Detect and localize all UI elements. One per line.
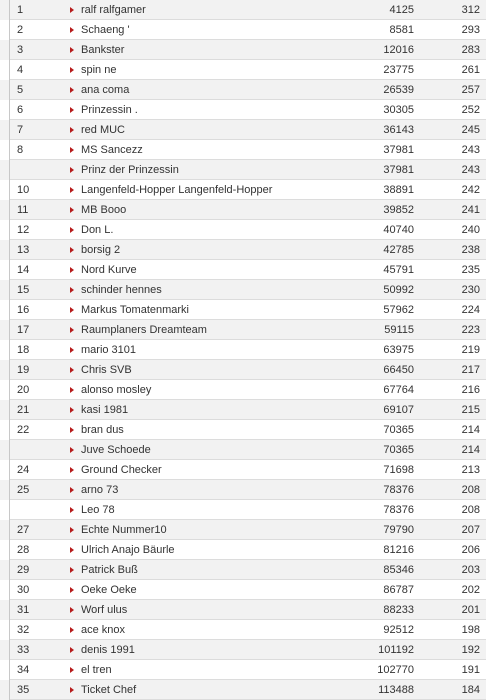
rank-cell: 33: [17, 644, 30, 656]
points-cell: 42785: [383, 244, 414, 256]
triangle-right-icon: [70, 607, 74, 613]
table-row: [0, 20, 486, 40]
triangle-right-icon: [70, 687, 74, 693]
score-cell: 252: [461, 104, 480, 116]
rank-cell: 14: [17, 264, 30, 276]
score-cell: 241: [461, 204, 480, 216]
points-cell: 81216: [383, 544, 414, 556]
score-cell: 293: [461, 24, 480, 36]
row-left-border: [9, 460, 10, 480]
rank-cell: 27: [17, 524, 30, 536]
rank-cell: 11: [17, 204, 29, 216]
player-name-link[interactable]: bran dus: [81, 424, 124, 436]
score-cell: 230: [461, 284, 480, 296]
rank-cell: 12: [17, 224, 30, 236]
points-cell: 36143: [383, 124, 414, 136]
triangle-right-icon: [70, 467, 74, 473]
player-name-link[interactable]: Bankster: [81, 44, 125, 56]
table-row: [0, 100, 486, 120]
row-left-border: [9, 420, 10, 440]
triangle-right-icon: [70, 67, 74, 73]
table-row: [0, 560, 486, 580]
row-left-border: [9, 680, 10, 700]
points-cell: 70365: [383, 424, 414, 436]
row-left-border: [9, 320, 10, 340]
table-row: [0, 80, 486, 100]
score-cell: 184: [461, 684, 480, 696]
row-left-border: [9, 100, 10, 120]
points-cell: 86787: [383, 584, 414, 596]
rank-cell: 13: [17, 244, 30, 256]
score-cell: 216: [461, 384, 480, 396]
rank-cell: 16: [17, 304, 30, 316]
table-row: [0, 0, 486, 20]
player-name-link[interactable]: ace knox: [81, 624, 126, 636]
table-row: [0, 660, 486, 680]
triangle-right-icon: [70, 447, 74, 453]
row-left-border: [9, 360, 10, 380]
table-row: [0, 240, 486, 260]
player-name-link[interactable]: Nord Kurve: [81, 264, 137, 276]
triangle-right-icon: [70, 7, 74, 13]
points-cell: 113488: [378, 684, 414, 696]
table-row: [0, 120, 486, 140]
triangle-right-icon: [70, 147, 74, 153]
player-name-link[interactable]: red MUC: [81, 124, 126, 136]
row-left-border: [9, 160, 10, 180]
rank-cell: 1: [17, 4, 24, 16]
points-cell: 102770: [377, 664, 414, 676]
triangle-right-icon: [70, 187, 74, 193]
player-name-link[interactable]: kasi 1981: [81, 404, 129, 416]
table-row: [0, 60, 486, 80]
score-cell: 207: [461, 524, 480, 536]
table-row: [0, 620, 486, 640]
score-cell: 202: [461, 584, 480, 596]
score-cell: 206: [461, 544, 480, 556]
player-name-link[interactable]: spin ne: [81, 64, 117, 76]
points-cell: 92512: [383, 624, 414, 636]
player-name-link[interactable]: borsig 2: [81, 244, 121, 256]
score-cell: 261: [461, 64, 480, 76]
player-name-link[interactable]: Prinz der Prinzessin: [81, 164, 179, 176]
rank-cell: 19: [17, 364, 30, 376]
player-name-link[interactable]: el tren: [81, 664, 112, 676]
table-row: [0, 640, 486, 660]
rank-cell: 30: [17, 584, 30, 596]
player-name-link[interactable]: Leo 78: [81, 504, 115, 516]
score-cell: 240: [461, 224, 480, 236]
row-left-border: [9, 200, 10, 220]
triangle-right-icon: [70, 247, 74, 253]
row-left-border: [9, 480, 10, 500]
table-row: [0, 360, 486, 380]
points-cell: 69107: [383, 404, 414, 416]
rank-cell: 22: [17, 424, 30, 436]
points-cell: 12016: [383, 44, 414, 56]
triangle-right-icon: [70, 587, 74, 593]
player-name-link[interactable]: arno 73: [81, 484, 119, 496]
player-name-link[interactable]: Juve Schoede: [81, 444, 151, 456]
player-name-link[interactable]: schinder hennes: [81, 284, 162, 296]
points-cell: 66450: [383, 364, 414, 376]
points-cell: 38891: [383, 184, 414, 196]
triangle-right-icon: [70, 547, 74, 553]
table-row: [0, 480, 486, 500]
triangle-right-icon: [70, 327, 74, 333]
row-left-border: [9, 120, 10, 140]
rank-cell: 35: [17, 684, 30, 696]
points-cell: 79790: [383, 524, 414, 536]
table-row: [0, 680, 486, 700]
table-row: [0, 520, 486, 540]
points-cell: 37981: [383, 144, 414, 156]
triangle-right-icon: [70, 27, 74, 33]
table-row: [0, 220, 486, 240]
points-cell: 59115: [384, 324, 414, 336]
rank-cell: 20: [17, 384, 30, 396]
triangle-right-icon: [70, 387, 74, 393]
player-name-link[interactable]: Chris SVB: [81, 364, 132, 376]
triangle-right-icon: [70, 287, 74, 293]
player-name-link[interactable]: Raumplaners Dreamteam: [81, 324, 207, 336]
score-cell: 201: [461, 604, 480, 616]
table-row: [0, 460, 486, 480]
table-row: [0, 260, 486, 280]
score-cell: 217: [461, 364, 480, 376]
points-cell: 71698: [383, 464, 414, 476]
player-name-link[interactable]: Worf ulus: [81, 604, 128, 616]
row-left-border: [9, 380, 10, 400]
row-left-border: [9, 520, 10, 540]
row-left-border: [9, 40, 10, 60]
table-row: [0, 180, 486, 200]
points-cell: 37981: [383, 164, 414, 176]
points-cell: 67764: [383, 384, 414, 396]
rank-cell: 25: [17, 484, 30, 496]
row-left-border: [9, 220, 10, 240]
player-name-link[interactable]: Langenfeld-Hopper Langenfeld-Hopper: [81, 184, 273, 196]
points-cell: 101192: [378, 644, 414, 656]
row-left-border: [9, 180, 10, 200]
score-cell: 198: [461, 624, 480, 636]
player-name-link[interactable]: Prinzessin .: [81, 104, 138, 116]
triangle-right-icon: [70, 87, 74, 93]
table-row: [0, 340, 486, 360]
row-left-border: [9, 340, 10, 360]
row-left-border: [9, 60, 10, 80]
points-cell: 23775: [383, 64, 414, 76]
row-left-border: [9, 260, 10, 280]
triangle-right-icon: [70, 107, 74, 113]
triangle-right-icon: [70, 47, 74, 53]
rank-cell: 24: [17, 464, 30, 476]
row-left-border: [9, 500, 10, 520]
points-cell: 4125: [389, 4, 414, 16]
score-cell: 245: [461, 124, 480, 136]
points-cell: 40740: [383, 224, 414, 236]
score-cell: 243: [461, 164, 480, 176]
table-row: [0, 320, 486, 340]
triangle-right-icon: [70, 507, 74, 513]
table-row: [0, 140, 486, 160]
row-left-border: [9, 20, 10, 40]
score-cell: 191: [461, 664, 480, 676]
rank-cell: 3: [17, 44, 24, 56]
triangle-right-icon: [70, 667, 74, 673]
triangle-right-icon: [70, 407, 74, 413]
table-row: [0, 280, 486, 300]
player-name-link[interactable]: Ground Checker: [81, 464, 162, 476]
player-name-link[interactable]: alonso mosley: [81, 384, 152, 396]
score-cell: 203: [461, 564, 480, 576]
rank-cell: 32: [17, 624, 30, 636]
table-row: [0, 580, 486, 600]
rank-cell: 5: [17, 84, 24, 96]
row-left-border: [9, 660, 10, 680]
table-row: [0, 540, 486, 560]
points-cell: 63975: [383, 344, 414, 356]
player-name-link[interactable]: Echte Nummer10: [81, 524, 167, 536]
rank-cell: 29: [17, 564, 30, 576]
triangle-right-icon: [70, 567, 74, 573]
row-left-border: [9, 240, 10, 260]
player-name-link[interactable]: MB Booo: [81, 204, 127, 216]
score-cell: 283: [461, 44, 480, 56]
row-left-border: [9, 140, 10, 160]
row-left-border: [9, 440, 10, 460]
player-name-link[interactable]: mario 3101: [81, 344, 137, 356]
table-row: [0, 600, 486, 620]
row-left-border: [9, 280, 10, 300]
rank-cell: 34: [17, 664, 30, 676]
table-row: [0, 200, 486, 220]
rank-cell: 28: [17, 544, 30, 556]
row-left-border: [9, 580, 10, 600]
score-cell: 215: [461, 404, 480, 416]
row-left-border: [9, 400, 10, 420]
triangle-right-icon: [70, 487, 74, 493]
player-name-link[interactable]: ralf ralfgamer: [81, 4, 146, 16]
triangle-right-icon: [70, 227, 74, 233]
score-cell: 243: [461, 144, 480, 156]
table-row: [0, 400, 486, 420]
triangle-right-icon: [70, 527, 74, 533]
points-cell: 57962: [383, 304, 414, 316]
points-cell: 8581: [389, 24, 414, 36]
row-left-border: [9, 80, 10, 100]
rank-cell: 10: [17, 184, 30, 196]
player-name-link[interactable]: Oeke Oeke: [81, 584, 137, 596]
rank-cell: 7: [17, 124, 24, 136]
rank-cell: 2: [17, 24, 24, 36]
score-cell: 224: [461, 304, 480, 316]
player-name-link[interactable]: Patrick Buß: [81, 564, 138, 576]
player-name-link[interactable]: Markus Tomatenmarki: [81, 304, 189, 316]
score-cell: 213: [461, 464, 480, 476]
row-left-border: [9, 300, 10, 320]
score-cell: 219: [461, 344, 480, 356]
score-cell: 214: [461, 444, 480, 456]
points-cell: 30305: [383, 104, 414, 116]
table-row: [0, 440, 486, 460]
rank-cell: 21: [17, 404, 30, 416]
row-left-border: [9, 600, 10, 620]
triangle-right-icon: [70, 267, 74, 273]
triangle-right-icon: [70, 427, 74, 433]
score-cell: 312: [461, 4, 480, 16]
triangle-right-icon: [70, 207, 74, 213]
rank-cell: 18: [17, 344, 30, 356]
rank-cell: 6: [17, 104, 24, 116]
triangle-right-icon: [70, 627, 74, 633]
triangle-right-icon: [70, 127, 74, 133]
player-name-link[interactable]: Schaeng ': [81, 24, 130, 36]
points-cell: 85346: [383, 564, 414, 576]
table-row: [0, 40, 486, 60]
score-cell: 208: [461, 504, 480, 516]
score-cell: 208: [461, 484, 480, 496]
player-name-link[interactable]: MS Sancezz: [81, 144, 143, 156]
row-left-border: [9, 640, 10, 660]
points-cell: 26539: [383, 84, 414, 96]
row-left-border: [9, 540, 10, 560]
rank-cell: 8: [17, 144, 24, 156]
table-row: [0, 160, 486, 180]
row-left-border: [9, 560, 10, 580]
points-cell: 50992: [383, 284, 414, 296]
player-name-link[interactable]: denis 1991: [81, 644, 135, 656]
rank-cell: 31: [17, 604, 30, 616]
player-name-link[interactable]: ana coma: [81, 84, 130, 96]
points-cell: 45791: [383, 264, 414, 276]
triangle-right-icon: [70, 307, 74, 313]
table-row: [0, 300, 486, 320]
triangle-right-icon: [70, 647, 74, 653]
points-cell: 78376: [383, 484, 414, 496]
player-name-link[interactable]: Ticket Chef: [81, 684, 137, 696]
score-cell: 238: [461, 244, 480, 256]
score-cell: 223: [461, 324, 480, 336]
table-row: [0, 420, 486, 440]
player-name-link[interactable]: Ulrich Anajo Bäurle: [81, 544, 175, 556]
score-cell: 214: [461, 424, 480, 436]
triangle-right-icon: [70, 367, 74, 373]
points-cell: 70365: [383, 444, 414, 456]
score-cell: 235: [461, 264, 480, 276]
rank-cell: 15: [17, 284, 30, 296]
rank-cell: 4: [17, 64, 24, 76]
score-cell: 192: [461, 644, 480, 656]
triangle-right-icon: [70, 347, 74, 353]
row-left-border: [9, 620, 10, 640]
triangle-right-icon: [70, 167, 74, 173]
row-left-border: [9, 0, 10, 20]
rank-cell: 17: [17, 324, 30, 336]
points-cell: 78376: [383, 504, 414, 516]
player-name-link[interactable]: Don L.: [81, 224, 114, 236]
score-cell: 242: [461, 184, 480, 196]
score-cell: 257: [461, 84, 480, 96]
points-cell: 39852: [383, 204, 414, 216]
table-row: [0, 380, 486, 400]
points-cell: 88233: [383, 604, 414, 616]
table-row: [0, 500, 486, 520]
